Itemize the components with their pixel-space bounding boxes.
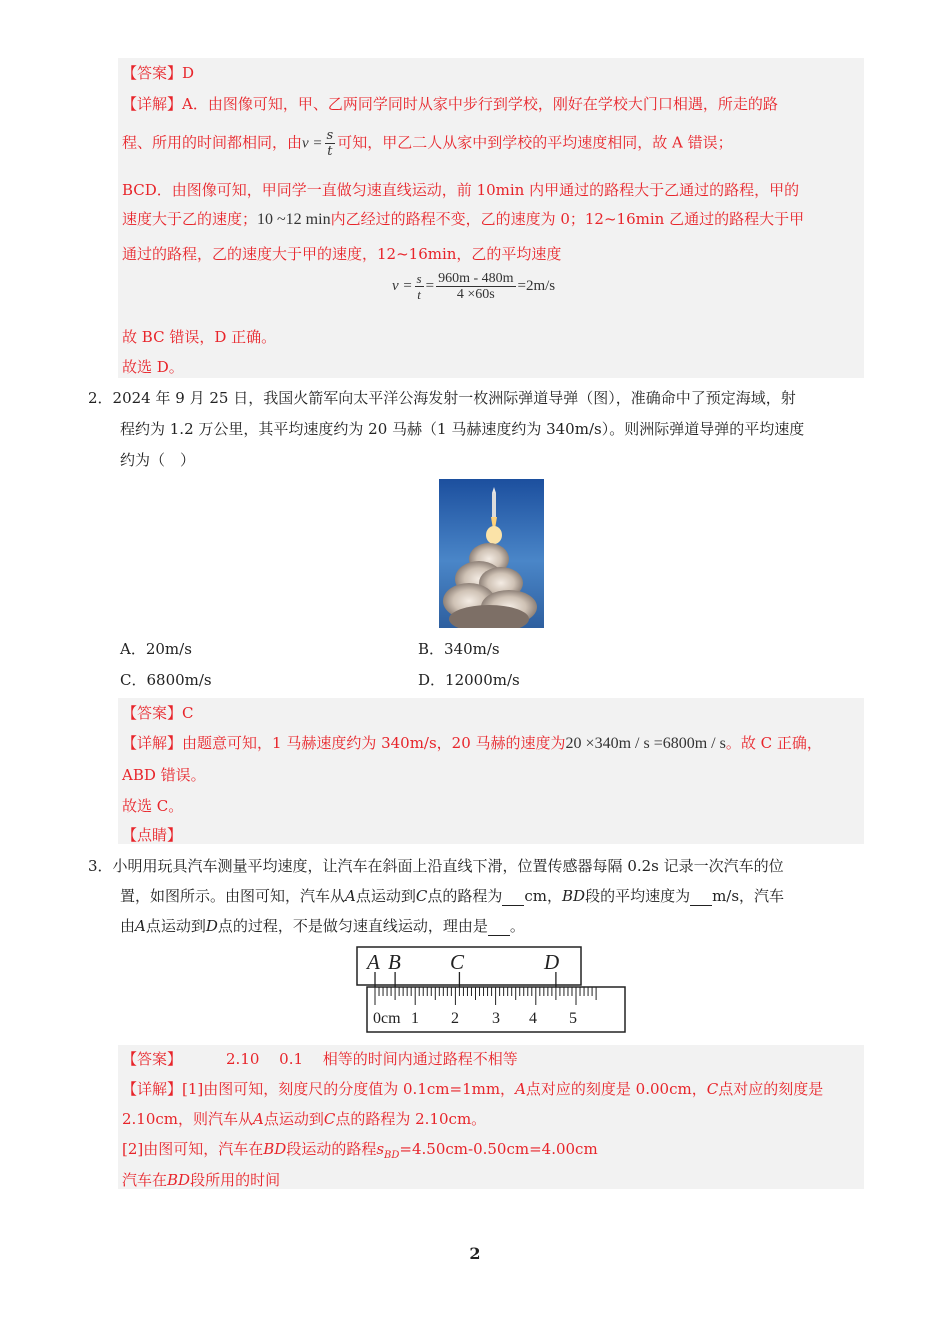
formula-fraction: $\frac{s}{t}$ [326,128,334,159]
question-2-line: 约为（ ） [120,451,196,469]
ruler-label-4: 4 [529,1010,537,1027]
detail-line: 速度大于乙的速度；10 ~12 min内乙经过的路程不变，乙的速度为 0；12~16min 乙通过的路程大于甲 [122,210,805,228]
question-3-line: 由A点运动到D点的过程，不是做匀速直线运动，理由是 。 [120,917,525,935]
detail-line: 【详解】由题意可知，1 马赫速度约为 340m/s，20 马赫的速度为20 ×340m / s =6800m / s。故 C 正确， [122,734,822,752]
answer-line: 【答案】 2.10 0.1 相等的时间内通过路程不相等 [122,1050,518,1068]
question-3-line: 3．小明用玩具汽车测量平均速度，让汽车在斜面上沿直线下滑，位置传感器每隔 0.2s 记录一次汽车的位 [88,857,784,875]
detail-line: 故选 C。 [122,797,184,815]
answer-block-3 [118,1045,864,1189]
option-d: D．12000m/s [418,671,520,689]
answer-block-1 [118,58,864,378]
point-a-label: A [367,950,380,974]
answer-label: 【答案】D [122,64,195,82]
detail-line: 故选 D。 [122,358,184,376]
comment-label: 【点睛】 [122,826,183,844]
question-2-line: 程约为 1.2 万公里，其平均速度约为 20 马赫（1 马赫速度约为 340m/s）。则洲际弹道导弹的平均速度 [120,420,805,438]
answer-block-2 [118,698,864,844]
option-a: A．20m/s [120,640,192,658]
point-d-label: D [544,950,560,974]
point-c-label: C [450,950,465,974]
ruler-label-0: 0cm [373,1010,401,1027]
answer-blank [690,891,712,906]
detail-line: 【详解】A．由图像可知，甲、乙两同学同时从家中步行到学校，刚好在学校大门口相遇，所走的路 [122,95,778,113]
option-c: C．6800m/s [120,671,212,689]
option-b: B．340m/s [418,640,500,658]
ruler-label-1: 1 [411,1010,419,1027]
answer-blank [488,921,510,936]
detail-line: 程、所用的时间都相同，由v = $\frac{s}{t}$ 可知，甲乙二人从家中到学校的平均速度相同，故 A 错误； [122,128,733,159]
ruler-label-3: 3 [492,1010,500,1027]
detail-line: ABD 错误。 [122,766,206,784]
detail-line: 故 BC 错误，D 正确。 [122,328,277,346]
question-3-line: 置，如图所示。由图可知，汽车从A点运动到C点的路程为 cm，BD段的平均速度为 m/s，汽车 [120,887,785,905]
detail-line: 2.10cm，则汽车从A点运动到C点的路程为 2.10cm。 [122,1110,487,1128]
question-2-line: 2．2024 年 9 月 25 日，我国火箭军向太平洋公海发射一枚洲际弹道导弹（图），准确命中了预定海域，射 [88,389,796,407]
detail-line: [2]由图可知，汽车在BD段运动的路程$s_{BD}=4.50cm-0.50cm=4.00cm$ [122,1140,598,1161]
point-b-label: B [388,950,401,974]
ruler-diagram [355,944,627,1036]
detail-line: 【详解】[1]由图可知，刻度尺的分度值为 0.1cm=1mm，A点对应的刻度是 0.00cm，C点对应的刻度是 [122,1080,824,1098]
detail-line: BCD．由图像可知，甲同学一直做匀速直线运动，前 10min 内甲通过的路程大于乙通过的路程，甲的 [122,181,800,199]
detail-line: 汽车在BD段所用的时间 [122,1171,281,1189]
ruler-label-5: 5 [569,1010,577,1027]
detail-line: 通过的路程，乙的速度大于甲的速度，12~16min，乙的平均速度 [122,245,562,263]
answer-blank [502,891,524,906]
page-number: 2 [469,1244,481,1263]
ruler-label-2: 2 [451,1010,459,1027]
answer-label: 【答案】C [122,704,194,722]
speed-equation: v = $\frac{s}{t}$ = $\frac{960m - 480m}{4 \times 60s}$ =2m/s [392,271,556,302]
missile-launch-image [439,479,544,628]
